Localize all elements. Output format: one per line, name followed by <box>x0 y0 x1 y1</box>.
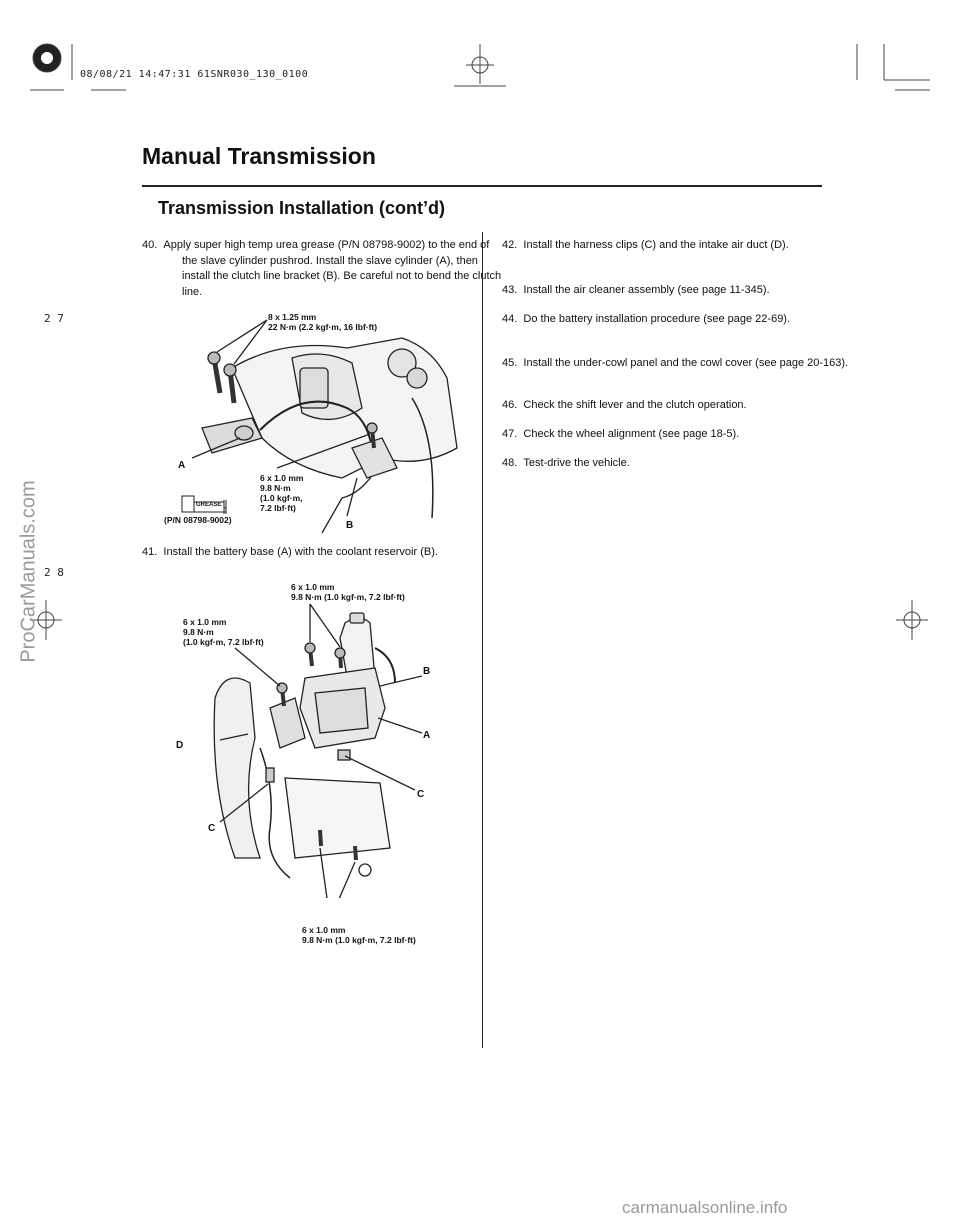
step-text: Apply super high temp urea grease (P/N 08798-9002) to the end of the slave cylinder pushrod. Install the slave cylinder (A), then install the clutch line bracket (B). Be careful not to bend the clutch line. <box>163 239 502 298</box>
step-number: 40. <box>142 239 158 251</box>
callout-bolt-6x10: 6 x 1.0 mm 9.8 N·m (1.0 kgf·m, 7.2 lbf·ft) <box>260 473 304 513</box>
column-divider <box>482 232 483 1048</box>
step-number: 44. <box>502 313 518 325</box>
callout-bottom-bolts: 6 x 1.0 mm 9.8 N·m (1.0 kgf·m, 7.2 lbf·ft) <box>302 925 416 945</box>
step-number: 41. <box>142 546 158 558</box>
step-number: 45. <box>502 357 518 369</box>
step-number: 43. <box>502 284 518 296</box>
label-a-slave-cylinder: A <box>178 460 186 471</box>
step-number: 46. <box>502 399 518 411</box>
step-44 <box>502 312 852 328</box>
step-43 <box>502 283 852 299</box>
step-42 <box>502 238 852 254</box>
step-text: Install the battery base (A) with the coolant reservoir (B). <box>163 546 438 558</box>
margin-marker-2: 2 8 <box>44 566 64 579</box>
callout-left-bolt: 6 x 1.0 mm 9.8 N·m (1.0 kgf·m, 7.2 lbf·ft) <box>183 617 264 647</box>
step-text: Check the shift lever and the clutch operation. <box>523 399 747 411</box>
step-text: Test-drive the vehicle. <box>523 457 630 469</box>
margin-marker-1: 2 7 <box>44 312 64 325</box>
step-text: Install the air cleaner assembly (see page 11-345). <box>523 284 770 296</box>
step-text: Do the battery installation procedure (see page 22-69). <box>523 313 791 325</box>
step-number: 47. <box>502 428 518 440</box>
footer-watermark: carmanualsonline.info <box>622 1198 788 1217</box>
label-a-battery-base: A <box>423 730 431 741</box>
step-47 <box>502 427 852 443</box>
label-c-harness-clip-right: C <box>417 789 425 800</box>
print-stamp: 08/08/21 14:47:31 61SNR030_130_0100 <box>80 69 309 80</box>
step-number: 42. <box>502 239 518 251</box>
step-46 <box>502 398 852 414</box>
bolt-bottom-2 <box>355 846 356 860</box>
step-45 <box>502 356 852 372</box>
step-number: 48. <box>502 457 518 469</box>
callout-bolt-8x125: 8 x 1.25 mm 22 N·m (2.2 kgf·m, 16 lbf·ft) <box>268 312 378 332</box>
step-41 <box>142 545 502 561</box>
step-text: Install the under-cowl panel and the cowl cover (see page 20-163). <box>523 357 849 369</box>
side-watermark: ProCarManuals.com <box>17 480 40 663</box>
grease-tube-label: GREASE <box>196 502 222 508</box>
step-48 <box>502 456 852 472</box>
step-text: Check the wheel alignment (see page 18-5). <box>523 428 740 440</box>
title-rule <box>142 185 822 187</box>
callout-top-bolts: 6 x 1.0 mm 9.8 N·m (1.0 kgf·m, 7.2 lbf·ft) <box>291 582 405 602</box>
bolt-bottom-1 <box>320 830 321 846</box>
step-text: Install the harness clips (C) and the intake air duct (D). <box>523 239 789 251</box>
step-40 <box>142 238 502 300</box>
label-d-intake-duct: D <box>176 740 184 751</box>
page-title: Manual Transmission <box>142 143 376 169</box>
label-b-clutch-bracket: B <box>346 520 354 531</box>
label-b-coolant-reservoir: B <box>423 666 431 677</box>
label-c-harness-clip-left: C <box>208 823 216 834</box>
callout-grease-part-number: (P/N 08798-9002) <box>164 515 232 525</box>
intake-air-duct <box>214 678 260 858</box>
section-subtitle: Transmission Installation (cont’d) <box>158 198 446 218</box>
